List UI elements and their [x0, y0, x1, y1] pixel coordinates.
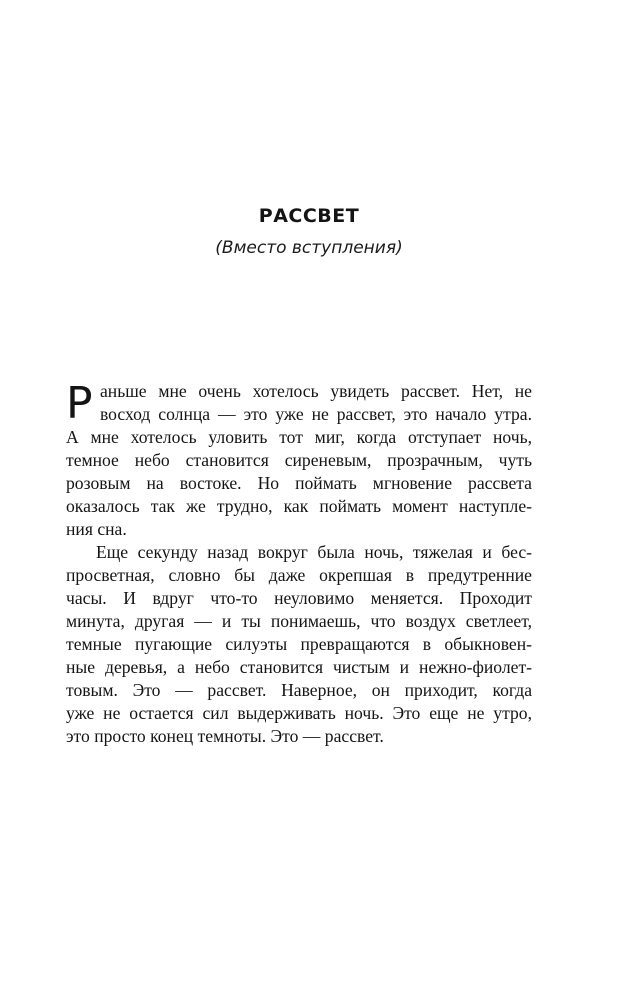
text-line: розовым на востоке. Но поймать мгновение рассвета	[66, 473, 532, 493]
text-line: темные пугающие силуэты превращаются в обыкновен-	[66, 634, 532, 654]
paragraph-2	[66, 541, 532, 748]
text-line: минута, другая — и ты понимаешь, что воздух светлеет,	[66, 611, 532, 631]
text-line: просветная, словно бы даже окрепшая в предутренние	[66, 565, 532, 585]
chapter-subtitle: (Вместо вступления)	[215, 238, 403, 258]
text-line: товым. Это — рассвет. Наверное, он приходит, когда	[66, 680, 532, 700]
chapter-title: РАССВЕТ	[258, 205, 360, 227]
text-line: оказалось так же трудно, как поймать момент наступле-	[66, 496, 532, 516]
drop-cap: Р	[66, 378, 93, 429]
text-line: А мне хотелось уловить тот миг, когда отступает ночь,	[66, 427, 532, 447]
text-line: аньше мне очень хотелось увидеть рассвет. Нет, не	[100, 381, 532, 401]
text-line: темное небо становится сиреневым, прозрачным, чуть	[66, 450, 532, 470]
text-line: восход солнца — это уже не рассвет, это начало утра.	[100, 404, 532, 424]
text-line: часы. И вдруг что-то неуловимо меняется. Проходит	[66, 588, 532, 608]
paragraph-1	[66, 380, 532, 541]
text-line: это просто конец темноты. Это — рассвет.	[66, 726, 384, 746]
chapter-text	[66, 380, 532, 748]
text-line: уже не остается сил выдерживать ночь. Это еще не утро,	[66, 703, 532, 723]
text-line: ния сна.	[66, 519, 127, 539]
text-line: Еще секунду назад вокруг была ночь, тяжелая и бес-	[96, 542, 532, 562]
text-line: ные деревья, а небо становится чистым и нежно-фиолет-	[66, 657, 532, 677]
